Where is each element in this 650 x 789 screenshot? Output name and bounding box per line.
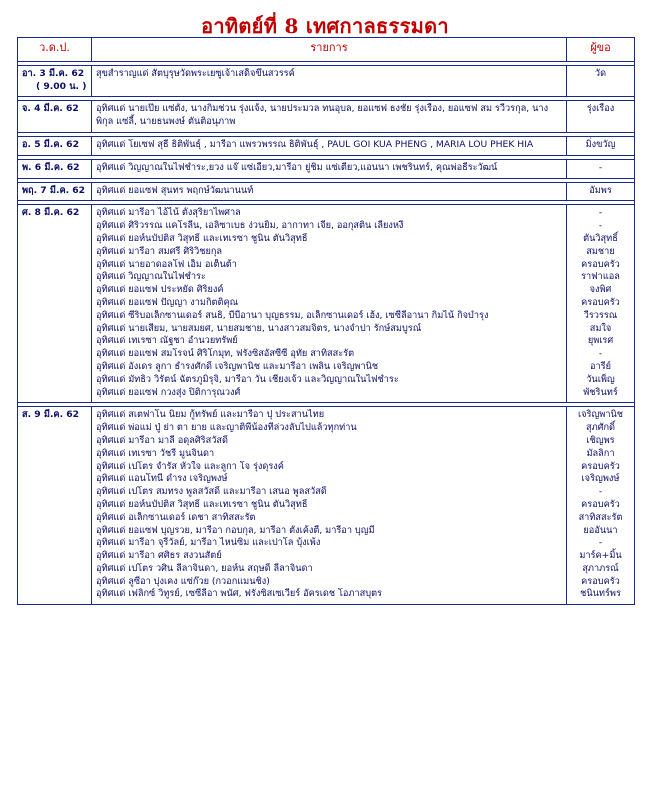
requester: จงพิศ	[589, 284, 612, 296]
table-row	[18, 101, 635, 133]
requester: เจริญพานิช	[577, 409, 624, 421]
table-row	[18, 205, 635, 403]
row-requesters	[567, 101, 635, 133]
item-line: อุทิศแด่ เปโตร สมทรง พูลสวัสดิ์ และมารีอา เสนอ พูลสวัสดิ์	[96, 486, 327, 498]
item-line: อุทิศแด่ มารีอา มาลี อดุลศิริสวัสดิ์	[96, 434, 228, 446]
row-items	[92, 182, 567, 201]
item-line: อุทิศแด่ ซีริบอเล็กซานเดอร์ สนธิ, บีบีอานา บุญธรรม, อเล็กซานเดอร์ เฮ้ง, เซซีลีอานา กิมไน้ กิจบำรุง	[96, 309, 489, 321]
requester: สาทิสสะรัต	[578, 511, 623, 523]
table-row	[18, 407, 635, 605]
requester: ชนินทร์พร	[580, 588, 621, 600]
item-line: อุทิศแด่ นายอาดอลโฟ เอ็ม อเต็นต้า	[96, 258, 237, 270]
item-line: อุทิศแด่ ยอแซฟ บุญรวย, มารีอา กอบกุล, มารีอา ตั้งเค้งตี้, มารีอา บุญมี	[96, 524, 375, 536]
date-text: อ. 5 มี.ค. 62	[22, 138, 79, 150]
row-date	[18, 101, 92, 133]
item-line: อุทิศแด่ มารีอา ไอ้ไน้ ตั้งสุริยาไพศาล	[96, 207, 241, 219]
requester: วันเพ็ญ	[586, 373, 615, 385]
requester: ครอบครัว	[581, 460, 620, 472]
item-line: อุทิศแด่ ยอแซฟ ปัญญา งามกิตติคุณ	[96, 296, 239, 308]
row-items	[92, 159, 567, 178]
page-title: อาทิตย์ที่ 8 เทศกาลธรรมดา	[201, 14, 449, 38]
row-items	[92, 205, 567, 403]
requester: -	[598, 220, 603, 232]
row-date	[18, 65, 92, 97]
table-row	[18, 159, 635, 178]
requester: มิ่งขวัญ	[585, 138, 616, 150]
date-time: ( 9.00 น. )	[36, 80, 87, 92]
item-line: อุทิศแด่ ศิริวรรณ แคโรลีน, เอลิซาเบธ ง่วนยิ้ม, อากาทา เจี๋ย, ออกุสติน เลี่ยงหงี	[96, 220, 404, 232]
table-row	[18, 182, 635, 201]
item-line: อุทิศแด่ โยเซฟ สุธี ธิติพันธุ์ , มารีอา แพรวพรรณ ธิติพันธุ์ , PAUL GOI KUA PHENG , MARIA LOU PHEK HIA	[96, 138, 534, 150]
row-items	[92, 65, 567, 97]
requester: ตันวิสุทธิ์	[583, 232, 618, 244]
requester: ครอบครัว	[581, 258, 620, 270]
row-requesters	[567, 159, 635, 178]
requester: -	[598, 537, 603, 549]
item-line: อุทิศแด่ เปโตร วศิน ลีลาจินดา, ยอห์น สฤษดิ์ ลีลาจินดา	[96, 562, 313, 574]
item-line: อุทิศแด่ ยอห์นบัปติส วิสุทธิ์ และเทเรซา ชูนิน ตันวิสุทธิ์	[96, 498, 308, 510]
item-line: อุทิศแด่ ยอแซฟ สมโรจน์ ศิริโกมุท, ฟรังซิสอัสซีซี อุทัย สาทิสสะรัต	[96, 348, 355, 360]
requester: สมใจ	[589, 322, 612, 334]
item-line: อุทิศแด่ ยอแซฟ ประหยัด ศิริยงค์	[96, 284, 224, 296]
requester: -	[598, 161, 603, 173]
requester: สุภศักดิ์	[585, 422, 616, 434]
row-items	[92, 407, 567, 605]
requester: เจริญพงษ์	[581, 473, 620, 485]
row-date	[18, 182, 92, 201]
requester: -	[598, 207, 603, 219]
item-line: อุทิศแด่ ยอแซฟ สุนทร พฤกษ์วัฒนานนท์	[96, 184, 254, 196]
requester: วัด	[594, 67, 607, 79]
requester: ครอบครัว	[581, 296, 620, 308]
row-requesters	[567, 407, 635, 605]
item-line: อุทิศแด่ ลูซีอา บุ่งเคง แซ่ก๊วย (กวอกแมนชิง)	[96, 575, 270, 587]
item-line: อุทิศแด่ พ่อแม่ ปู่ ย่า ตา ยาย และญาติพี่น้องที่ล่วงลับไปแล้วทุกท่าน	[96, 422, 357, 434]
requester: ครอบครัว	[581, 575, 620, 587]
item-line: อุทิศแด่ เทเรซา วัชรี มูนจินดา	[96, 447, 215, 459]
header-items: รายการ	[92, 38, 567, 62]
row-date	[18, 136, 92, 155]
date-text: อา. 3 มี.ค. 62	[22, 67, 85, 79]
row-requesters	[567, 182, 635, 201]
row-requesters	[567, 205, 635, 403]
item-line: อุทิศแด่ นายเป๊ย แซ่ตั้ง, นางกิมช่วน รุ่งแจ้ง, นายประมวล ทนอุบล, ยอแซฟ ธงชัย รุ่งเรือง, ยอแซฟ สม รวีวรกุล, นางพิกุล แซ่ลี้, นายธนพงษ์ ตันติอนุภาพ	[96, 103, 549, 128]
date-text: ส. 9 มี.ค. 62	[22, 409, 80, 421]
date-text: พ. 6 มี.ค. 62	[22, 161, 80, 173]
item-line: อุทิศแด่ วิญญาณในไฟชำระ,ยวง แจ๊ แซ่เอี้ยว,มารีอา ยู่ชิม แซ่เตียว,แอนนา เพชรินทร์, คุณพ่อธีระวัฒน์	[96, 161, 498, 173]
item-line: อุทิศแด่ มารีอา จุรีวัลย์, มารีอา ไหน่ซิม และเปาโล บุ้งเพ้ง	[96, 537, 321, 549]
header-date: ว.ด.ป.	[18, 38, 92, 62]
item-line: อุทิศแด่ ยอแซฟ กวงสุ่ง ปิติการุณวงศ์	[96, 386, 241, 398]
item-line: สุขสำราญแด่ สัตบุรุษวัดพระเยซูเจ้าเสด็จขึ้นสวรรค์	[96, 67, 295, 79]
item-line: อุทิศแด่ อังเดร ลูกา ธำรงศักดิ์ เจริญพานิช และมารีอา เพลิน เจริญพานิช	[96, 360, 379, 372]
row-requesters	[567, 65, 635, 97]
table-row	[18, 65, 635, 97]
requester: ราฟาแอล	[581, 271, 620, 283]
requester: ยออันนา	[583, 524, 618, 536]
requester: สมชาย	[586, 245, 615, 257]
requester: อารีย์	[590, 360, 611, 372]
requester: ยุพเรศ	[587, 335, 614, 347]
item-line: อุทิศแด่ เทเรซา ณัฐชา อำนวยทรัพย์	[96, 335, 238, 347]
item-line: อุทิศแด่ วิญญาณในไฟชำระ	[96, 271, 206, 283]
item-line: อุทิศแด่ ยอห์นบัปติส วิสุทธิ์ และเทเรซา ชูนิน ตันวิสุทธิ์	[96, 232, 308, 244]
requester: ครอบครัว	[581, 498, 620, 510]
requester: เชิญพร	[586, 434, 615, 446]
date-text: พฤ. 7 มี.ค. 62	[22, 184, 86, 196]
item-line: อุทิศแด่ เปโตร จำรัส หัวใจ และลูกา โจ รุ่งดุรงค์	[96, 460, 284, 472]
table-body	[18, 61, 635, 604]
row-date	[18, 407, 92, 605]
requester: สุภาภรณ์	[582, 562, 619, 574]
item-line: อุทิศแด่ มารีอา สมศรี ศิริวิชยกุล	[96, 245, 223, 257]
row-date	[18, 159, 92, 178]
item-line: อุทิศแด่ อเล็กซานเดอร์ เดชา สาทิสสะรัต	[96, 511, 256, 523]
row-requesters	[567, 136, 635, 155]
requester: รุ่งเรือง	[586, 103, 615, 115]
table-header-row	[18, 38, 635, 62]
item-line: อุทิศแด่ มารีอา ศศิธร สงวนสัตย์	[96, 550, 222, 562]
item-line: อุทิศแด่ แอนโทนี่ ดำรง เจริญพงษ์	[96, 473, 228, 485]
item-line: อุทิศแด่ สเตฟาโน นิยม กู้ทรัพย์ และมารีอา ปุ ประสานไทย	[96, 409, 325, 421]
date-text: ศ. 8 มี.ค. 62	[22, 207, 80, 219]
requester: -	[598, 348, 603, 360]
requester: วีรวรรณ	[583, 309, 618, 321]
table-row	[18, 136, 635, 155]
requester: มัลลิกา	[586, 447, 615, 459]
requester: -	[598, 486, 603, 498]
row-items	[92, 101, 567, 133]
requester: มาร์ค+มิ้น	[579, 550, 622, 562]
row-items	[92, 136, 567, 155]
row-date	[18, 205, 92, 403]
header-requester: ผู้ขอ	[567, 38, 635, 62]
item-line: อุทิศแด่ นายเสียม, นายสมยศ, นายสมชาย, นางสาวสมจิตร, นางจำปา รักษ์สมบูรณ์	[96, 322, 422, 334]
item-line: อุทิศแด่ เฟลิกซ์ วิทูรย์, เซซีลีอา พนัศ, ฟรังซิสเซเวียร์ อัครเดช โอภาสบุตร	[96, 588, 382, 600]
item-line: อุทิศแด่ มัทธิว วิรัตน์ ฉัตรภูมิรุจิ, มารีอา วัน เชี่ยงเจ้ว และวิญญาณในไฟชำระ	[96, 373, 399, 385]
requester: พัชรินทร์	[583, 386, 618, 398]
mass-intention-table	[17, 37, 635, 605]
requester: อัมพร	[589, 184, 612, 196]
date-text: จ. 4 มี.ค. 62	[22, 103, 79, 115]
